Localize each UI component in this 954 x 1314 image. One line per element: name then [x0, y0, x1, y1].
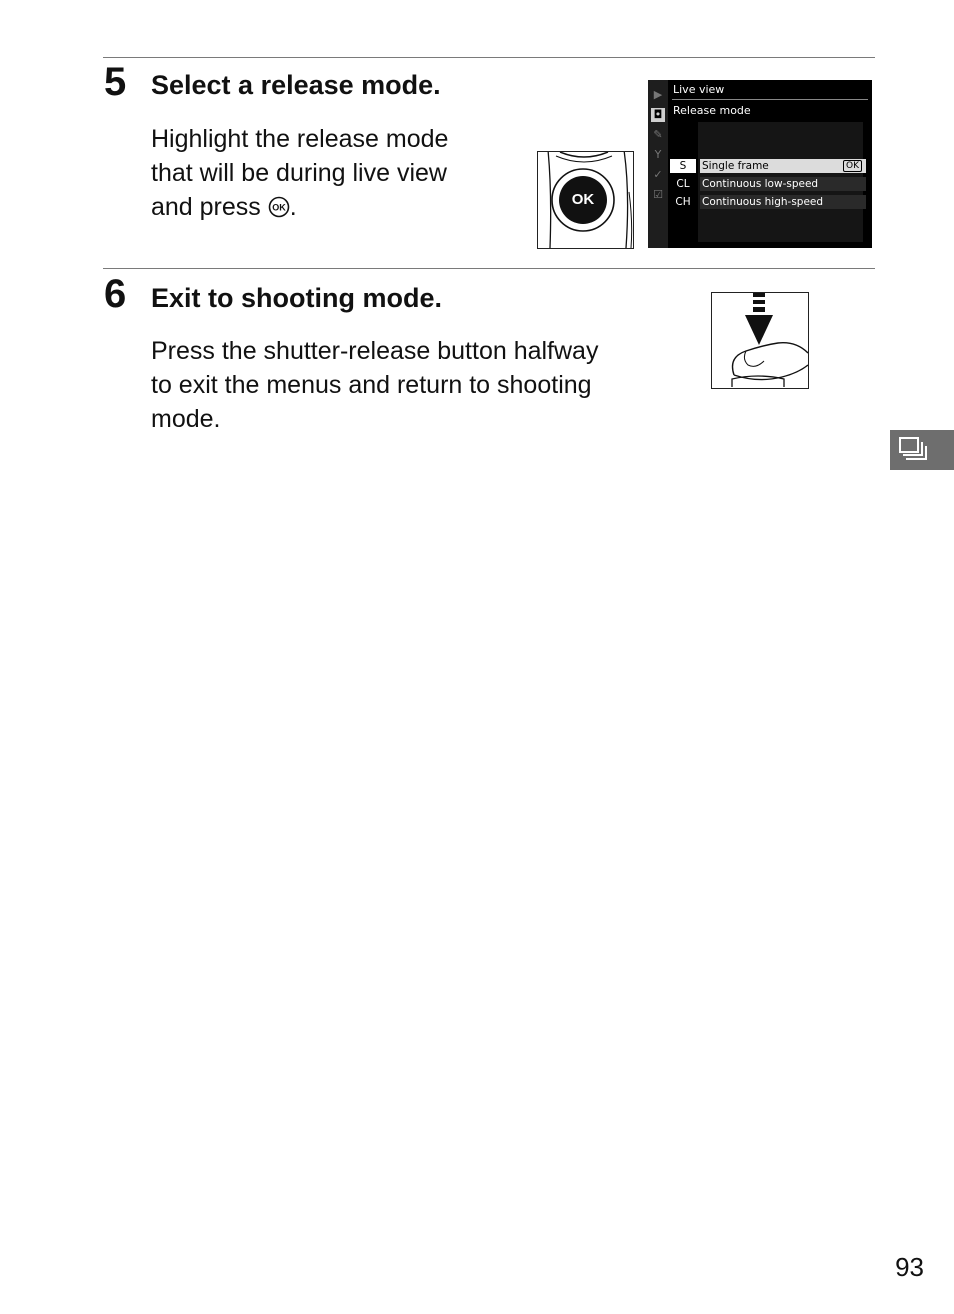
step-5-body [151, 122, 521, 224]
custom-settings-icon: ✎ [653, 128, 663, 141]
step-6-line-2: to exit the menus and return to shooting [151, 371, 592, 399]
step-5-line-3-tail: . [289, 193, 297, 221]
menu-sidebar [648, 80, 668, 248]
option-code: CH [670, 195, 696, 209]
page-number: 93 [895, 1252, 924, 1282]
ok-button-illustration [537, 151, 634, 249]
setup-menu-icon: Y [654, 148, 662, 161]
option-continuous-high [670, 195, 864, 209]
step-5-line-2: that will be during live view [151, 159, 447, 187]
screen-title-rule [672, 99, 868, 100]
svg-text:OK: OK [272, 202, 286, 213]
screen-sub-title: Release mode [673, 104, 751, 117]
step-6-line-3: mode. [151, 405, 221, 433]
step-6-body [151, 334, 651, 436]
ok-button-label: OK [571, 191, 595, 208]
option-code: S [670, 159, 696, 173]
option-label: Single frame [700, 159, 866, 173]
step-6-number: 6 [104, 272, 127, 316]
my-menu-icon: ☑ [653, 188, 663, 201]
camera-menu-screen [648, 80, 872, 248]
chapter-tab [890, 430, 954, 470]
option-continuous-low [670, 177, 864, 191]
retouch-menu-icon: ✓ [653, 168, 663, 181]
step-5-line-3-text: and press [151, 193, 261, 221]
step-5-line-1: Highlight the release mode [151, 125, 449, 153]
ok-badge-icon: OK [843, 160, 862, 172]
ok-button-icon [268, 193, 290, 221]
option-single-frame [670, 159, 864, 173]
option-label: Continuous high-speed [700, 195, 866, 209]
screen-menu-title: Live view [673, 83, 725, 96]
step-5-line-3 [151, 190, 521, 224]
step-6-title: Exit to shooting mode. [151, 283, 442, 313]
option-label: Continuous low-speed [700, 177, 866, 191]
section-rule-middle [103, 268, 875, 269]
playback-menu-icon: ▶ [653, 88, 663, 101]
step-5-title: Select a release mode. [151, 70, 441, 100]
section-rule-top [103, 57, 875, 58]
shooting-menu-icon: ◘ [651, 108, 665, 122]
step-5-number: 5 [104, 60, 127, 104]
option-code: CL [670, 177, 696, 191]
shutter-press-illustration [711, 292, 809, 389]
press-shutter-icon [712, 293, 808, 388]
step-6-line-1: Press the shutter-release button halfway [151, 337, 599, 365]
release-mode-tab-icon [890, 430, 954, 470]
